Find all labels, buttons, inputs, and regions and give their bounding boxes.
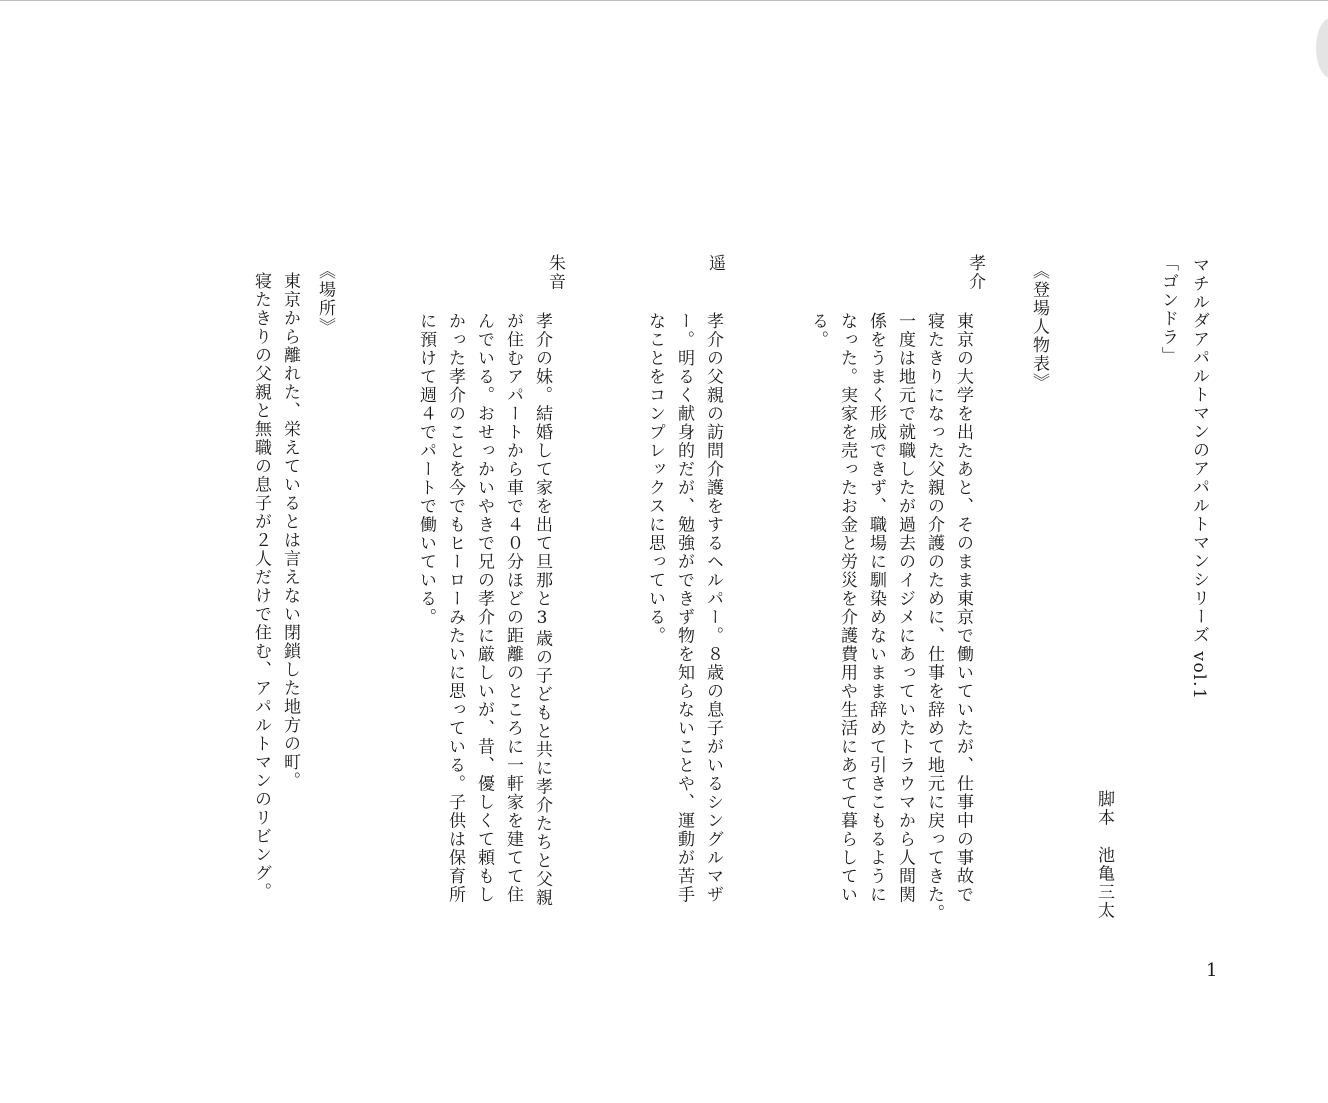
description-line: に預けて週４でパートで働いている。 — [416, 312, 436, 627]
play-title: 「ゴンドラ」 — [1158, 254, 1178, 365]
character-description — [411, 312, 556, 1032]
top-border — [0, 0, 1328, 1]
description-line: 一度は地元で就職したが過去のイジメにあっていたトラウマから人間関 — [895, 312, 915, 904]
character-description — [640, 312, 727, 1032]
place-heading: 《場所》 — [315, 262, 335, 336]
series-title: マチルダアパルトマンのアパルトマンシリーズ vol.1 — [1189, 256, 1209, 701]
place-line: 寝たきりの父親と無職の息子が２人だけで住む、アパルトマンのリビング。 — [251, 272, 271, 901]
description-line: 係をうまく形成できず、職場に馴染めないまま辞めて引きこもるように — [866, 312, 886, 904]
description-line: る。 — [808, 312, 828, 349]
description-line: が住むアパートから車で４０分ほどの距離のところに一軒家を建てて住 — [503, 312, 523, 904]
description-line: かった孝介のことを今でもヒーローみたいに思っている。子供は保育所 — [445, 312, 465, 904]
description-line: 寝たきりになった父親の介護のために、仕事を辞めて地元に戻ってきた。 — [924, 312, 944, 923]
description-line: 孝介の父親の訪問介護をするヘルパー。８歳の息子がいるシングルマザ — [703, 312, 723, 904]
description-line: ー。明るく献身的だが、勉強ができず物を知らないことや、運動が苦手 — [674, 312, 694, 904]
place-description — [246, 272, 304, 992]
character-name: 朱音 — [545, 254, 565, 291]
place-line: 東京から離れた、栄えているとは言えない閉鎖した地方の町。 — [280, 272, 300, 790]
description-line: なことをコンプレックスに思っている。 — [645, 312, 665, 645]
description-line: んでいる。おせっかいやきで兄の孝介に厳しいが、昔、優しくて頼もし — [474, 312, 494, 904]
author-label: 脚本 — [1094, 790, 1114, 827]
author-name: 池亀三太 — [1094, 846, 1114, 920]
character-name: 遥 — [705, 254, 725, 273]
character-description — [803, 312, 977, 1032]
characters-heading: 《登場人物表》 — [1029, 262, 1049, 392]
description-line: 孝介の妹。結婚して家を出て旦那と3歳の子どもと共に孝介たちと父親 — [532, 312, 552, 907]
character-name: 孝介 — [965, 254, 985, 291]
scroll-edge-indicator — [1316, 18, 1328, 78]
description-line: 東京の大学を出たあと、そのまま東京で働いていたが、仕事中の事故で — [953, 312, 973, 904]
page-number: 1 — [1206, 960, 1218, 981]
description-line: なった。実家を売ったお金と労災を介護費用や生活にあてて暮らしてい — [837, 312, 857, 904]
